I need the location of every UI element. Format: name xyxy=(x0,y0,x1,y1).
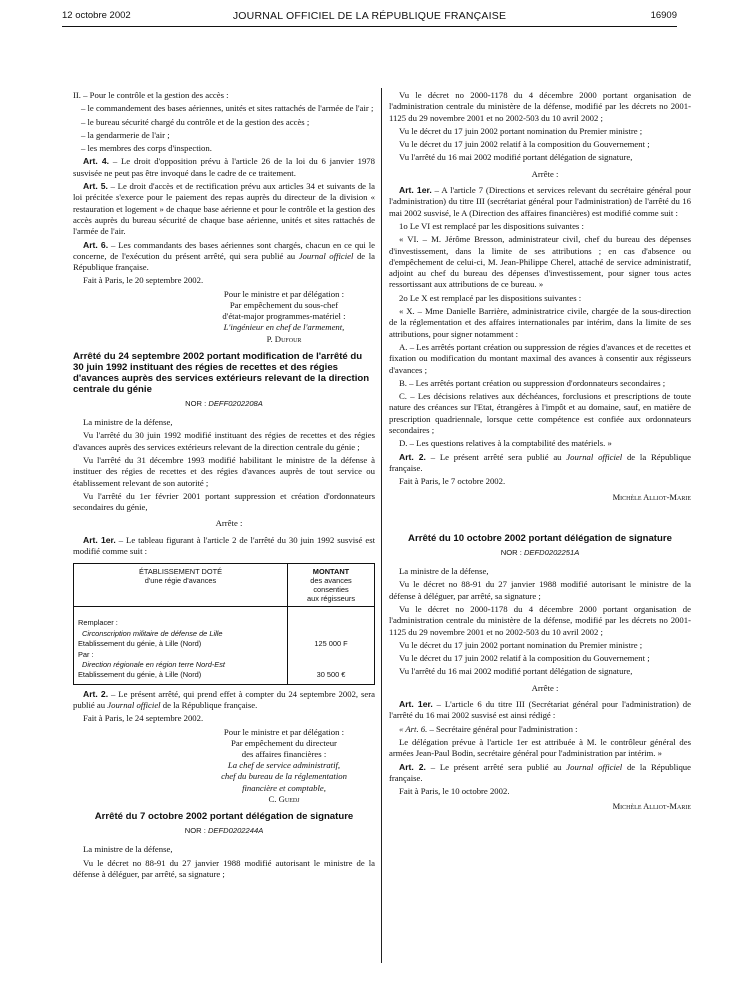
signature-line: d'état-major programmes-matériel : xyxy=(222,311,346,322)
article-label: Art. 4. xyxy=(83,156,110,167)
article-1 xyxy=(73,535,375,558)
header-line: MONTANT xyxy=(312,567,350,577)
table-cell-amount xyxy=(288,607,375,684)
nor-reference xyxy=(73,398,375,409)
quote-b: B. – Les arrêtés portant création ou suppression d'ordonnateurs secondaires ; xyxy=(399,377,666,388)
par-label: Par : xyxy=(78,649,94,659)
signature-block xyxy=(193,289,375,345)
article-text: – Les commandants des bases aériennes sont chargés, chacun en ce qui le concerne, de l'exécution du présent arrêté, qui sera publié au xyxy=(73,239,376,261)
table-cell-establishment xyxy=(74,607,288,684)
header-line: d'une régie d'avances xyxy=(144,576,217,586)
article-text: – Le droit d'opposition prévu à l'article 26 de la loi du 6 janvier 1978 susvisée ne peut pas être invoqué dans le cadre de ce traitement. xyxy=(73,156,375,178)
left-column xyxy=(73,90,375,882)
list-item: – le bureau sécurité chargé du contrôle et de la gestion des accès ; xyxy=(81,116,310,127)
article-text: – Le présent arrêté, qui prend effet à compter du 24 septembre 2002, sera publié au xyxy=(73,688,375,711)
page-number: 16909 xyxy=(650,10,677,21)
article-6 xyxy=(73,240,375,274)
visa: Vu l'arrêté du 31 décembre 1993 modifié habilitant le ministre de la défense à instituer des régies de recettes et des régies d'avances auprès de tout service ou établissement relevant de son autorité ; xyxy=(73,454,375,488)
signature-line: Pour le ministre et par délégation : xyxy=(223,726,345,737)
signature-line: des affaires financières : xyxy=(241,749,327,760)
signature-title: L'ingénieur en chef de l'armement, xyxy=(223,322,345,333)
visa: Vu l'arrêté du 1er février 2001 portant suppression et création d'ordonnateurs secondaires du génie, xyxy=(73,490,375,513)
visa: Vu le décret du 17 juin 2002 portant nomination du Premier ministre ; xyxy=(399,125,643,136)
decree-title: Arrêté du 7 octobre 2002 portant délégation de signature xyxy=(94,811,354,823)
nor-code: DEFD0202251A xyxy=(523,547,580,557)
visa: Vu le décret no 2000-1178 du 4 décembre 2000 portant organisation de l'administration centrale du ministère de la défense, modifié par les décrets no 2001-1125 du 29 novembre 2001 et no 2002-503 du 10 avril 2002 ; xyxy=(389,603,691,637)
quote-vi: « VI. – M. Jérôme Bresson, administrateur civil, chef du bureau des dépenses d'investissement, dans la limite de ses attributions ; en cas d'absence ou d'empêchement de celui-ci, M. Jean-Philippe Cherel, attaché de service administratif, adjoint au chef du bureau des dépenses d'investissement, pour signer tous actes ressortissant aux attributions de ce bureau. » xyxy=(389,234,691,290)
article-label: « Art. 6. xyxy=(399,723,428,734)
signature-line: Par empêchement du directeur xyxy=(231,737,337,748)
signatory-name: C. Guedj xyxy=(268,793,300,804)
header-line: des avances xyxy=(310,576,352,586)
article-text: de la République française. xyxy=(389,761,692,783)
nor-label: NOR : xyxy=(500,547,524,557)
visa: Vu le décret du 17 juin 2002 relatif à la composition du Gouvernement ; xyxy=(399,653,650,664)
decree-title: Arrêté du 10 octobre 2002 portant délégation de signature xyxy=(408,532,672,544)
visa: Vu l'arrêté du 16 mai 2002 modifié portant délégation de signature, xyxy=(399,666,633,677)
signatory-name: Michèle Alliot-Marie xyxy=(612,491,691,502)
right-column xyxy=(389,90,691,815)
article-2 xyxy=(389,762,691,785)
minister: La ministre de la défense, xyxy=(399,566,489,577)
article-text: de la République française. xyxy=(73,250,375,273)
table-header-amount xyxy=(288,564,375,607)
signature-title: La chef de service administratif, xyxy=(227,760,341,771)
delegation-text: Le délégation prévue à l'article 1er est attribuée à M. le contrôleur général des armées Jean-Paul Bodin, secrétaire général pour l'administration par intérim. » xyxy=(389,736,691,759)
quote-c: C. – Les décisions relatives aux déchéances, forclusions et prescriptions de toute nature des créances sur l'Etat, étrangères à l'impôt et au domaine, sauf, en matière de prescription quadriennale, lorsque cette compétence est confiée aux ordonnateurs secondaires ; xyxy=(389,391,691,436)
regie-table xyxy=(73,563,375,684)
fait-a-paris: Fait à Paris, le 24 septembre 2002. xyxy=(83,713,204,724)
article-label: Art. 2. xyxy=(399,761,426,772)
page-header xyxy=(62,10,677,24)
journal-officiel-ref: Journal officiel xyxy=(566,761,623,772)
column-divider xyxy=(381,88,382,963)
signature-block xyxy=(193,727,375,805)
list-item: – les membres des corps d'inspection. xyxy=(81,143,212,154)
article-5 xyxy=(73,181,375,237)
header-line: consenties xyxy=(313,585,349,595)
list-item: – la gendarmerie de l'air ; xyxy=(81,129,170,140)
signature-line: Pour le ministre et par délégation : xyxy=(223,288,345,299)
arrete-heading: Arrête : xyxy=(531,168,559,179)
article-label: Art. 5. xyxy=(83,181,108,192)
signature-title: financière et comptable, xyxy=(242,782,326,793)
access-list xyxy=(73,103,375,154)
header-date: 12 octobre 2002 xyxy=(62,10,131,21)
signature-title: chef du bureau de la réglementation xyxy=(221,771,347,782)
article-2 xyxy=(389,452,691,475)
nor-reference xyxy=(73,825,375,836)
nor-label: NOR : xyxy=(185,398,209,408)
article-text: – Le tableau figurant à l'article 2 de l'arrêté du 30 juin 1992 susvisé est modifié comme suit : xyxy=(73,534,375,557)
article-label: Art. 1er. xyxy=(83,534,116,545)
article-text: – Le présent arrêté sera publié au xyxy=(425,761,567,772)
nor-reference xyxy=(389,547,691,558)
nor-label: NOR : xyxy=(184,826,208,836)
point-1: 1o Le VI est remplacé par les dispositions suivantes : xyxy=(399,220,584,231)
fait-a-paris: Fait à Paris, le 10 octobre 2002. xyxy=(399,786,510,797)
article-2 xyxy=(73,689,375,712)
signatory-name: P. Dufour xyxy=(266,333,302,344)
article-4 xyxy=(73,156,375,179)
article-text: – Secrétaire général pour l'administration : xyxy=(427,723,578,734)
visa: Vu le décret no 88-91 du 27 janvier 1988 modifié autorisant le ministre de la défense à déléguer, par arrêté, sa signature ; xyxy=(389,579,691,601)
nor-code: DEFF0202208A xyxy=(208,398,263,408)
table-header-establishment xyxy=(74,564,288,607)
article-label: Art. 2. xyxy=(399,451,426,462)
table-row-new-region: Direction régionale en région terre Nord-Est xyxy=(82,659,225,669)
amount-old: 125 000 F xyxy=(314,639,348,649)
visa: Vu l'arrêté du 30 juin 1992 modifié instituant des régies de recettes et des régies d'avances auprès des services extérieurs relevant de la direction centrale du génie ; xyxy=(73,430,375,452)
minister: La ministre de la défense, xyxy=(83,417,173,428)
visa: Vu le décret du 17 juin 2002 portant nomination du Premier ministre ; xyxy=(399,639,643,650)
point-2: 2o Le X est remplacé par les dispositions suivantes : xyxy=(399,292,582,303)
nor-code: DEFD0202244A xyxy=(207,826,264,836)
fait-a-paris: Fait à Paris, le 7 octobre 2002. xyxy=(399,476,506,487)
table-row-new-establishment: Etablissement du génie, à Lille (Nord) xyxy=(78,670,202,680)
list-item: – le commandement des bases aériennes, unités et sites rattachés de l'armée de l'air ; xyxy=(81,103,374,114)
article-label: Art. 1er. xyxy=(399,185,432,196)
visa: Vu le décret no 88-91 du 27 janvier 1988 modifié autorisant le ministre de la défense à déléguer, par arrêté, sa signature ; xyxy=(73,857,375,879)
fait-a-paris: Fait à Paris, le 20 septembre 2002. xyxy=(83,275,204,286)
table-row-old-region: Circonscription militaire de défense de Lille xyxy=(82,628,223,638)
journal-officiel-ref: Journal officiel xyxy=(566,451,623,462)
article-1 xyxy=(389,185,691,219)
arrete-heading: Arrête : xyxy=(215,518,243,529)
arrete-heading: Arrête : xyxy=(531,682,559,693)
visa: Vu l'arrêté du 16 mai 2002 modifié portant délégation de signature, xyxy=(399,152,633,163)
article-label: Art. 1er. xyxy=(399,699,433,710)
article-text: – Le droit d'accès et de rectification prévu aux articles 34 et suivants de la loi précitée s'exerce pour le paiement des repas auprès du directeur de la division « restauration et logement » de chaque base aérienne et pour le contrôle et la gestion des accès auprès du bureau sécurité de chaque base aérienne, unités et sites rattachés de l'armée de l'air. xyxy=(73,181,376,237)
quote-a: A. – Les arrêtés portant création ou suppression de régies d'avances et de recettes et fixation ou modification du montant maximal des avances à consentir aux régisseurs d'avances ; xyxy=(389,341,691,375)
article-label: Art. 6. xyxy=(83,239,109,250)
article-text: – A l'article 7 (Directions et services relevant du secrétaire général pour l'administration) du titre III (secrétariat général pour l'administration) de l'arrêté du 16 mai 2002 susvisé, le A (Direction des affaires financières) est modifié comme suit : xyxy=(389,185,691,218)
visa: Vu le décret du 17 juin 2002 relatif à la composition du Gouvernement ; xyxy=(399,139,650,150)
header-line: ÉTABLISSEMENT DOTÉ xyxy=(138,567,223,577)
journal-officiel-ref: Journal officiel xyxy=(107,700,161,711)
article-text: de la République française. xyxy=(389,451,692,473)
signatory-name: Michèle Alliot-Marie xyxy=(612,801,691,812)
decree-title: Arrêté du 24 septembre 2002 portant modification de l'arrêté du 30 juin 1992 instituant des régies de recettes et des régies d'avances auprès des services extérieurs relevant de la direction centrale du génie xyxy=(73,350,370,395)
article-text: – Le présent arrêté sera publié au xyxy=(425,451,567,462)
minister: La ministre de la défense, xyxy=(83,844,173,855)
article-text: de la République française. xyxy=(160,700,258,711)
journal-title: JOURNAL OFFICIEL DE LA RÉPUBLIQUE FRANÇAISE xyxy=(232,10,507,22)
article-text: – L'article 6 du titre III (Secrétariat général pour l'administration) de l'arrêté du 16 mai 2002 susvisé est ainsi rédigé : xyxy=(389,699,691,721)
signature-line: Par empêchement du sous-chef xyxy=(229,299,339,310)
header-rule xyxy=(62,26,677,27)
quote-x: « X. – Mme Danielle Barrière, administratrice civile, chargée de la sous-direction de la réglementation et des affaires internationales par intérim, dans la limite de ses attributions, pour signer notamment : xyxy=(389,306,691,339)
article-6-quoted xyxy=(389,724,691,735)
journal-officiel-ref: Journal officiel xyxy=(298,250,354,261)
amount-new: 30 500 € xyxy=(316,670,346,680)
section-ii: II. – Pour le contrôle et la gestion des accès : xyxy=(73,90,229,100)
table-row-old-establishment: Etablissement du génie, à Lille (Nord) xyxy=(78,639,202,649)
visa: Vu le décret no 2000-1178 du 4 décembre 2000 portant organisation de l'administration centrale du ministère de la défense, modifié par les décrets no 2001-1125 du 29 novembre 2001 et no 2002-503 du 10 avril 2002 ; xyxy=(389,90,691,123)
article-1 xyxy=(389,699,691,722)
remplacer-label: Remplacer : xyxy=(78,618,118,628)
header-line: aux régisseurs xyxy=(306,594,356,604)
quote-d: D. – Les questions relatives à la comptabilité des matériels. » xyxy=(399,438,612,449)
article-label: Art. 2. xyxy=(83,688,109,699)
